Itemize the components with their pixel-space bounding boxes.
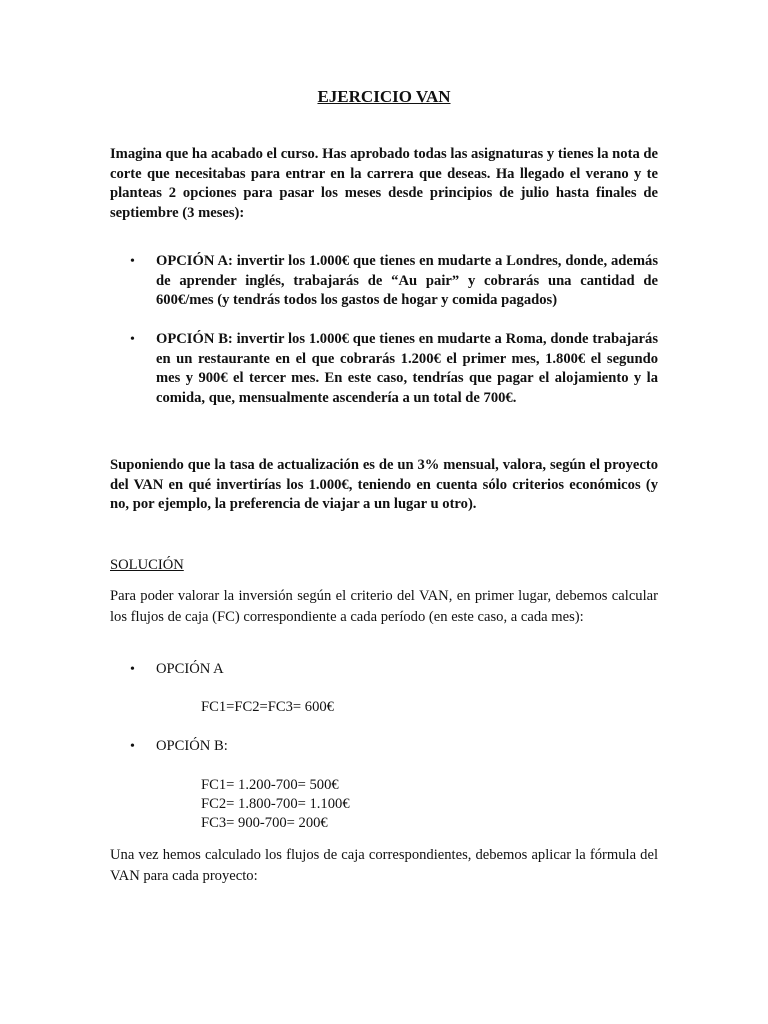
option-a-label: OPCIÓN A [156, 661, 224, 677]
bullet-icon: • [130, 254, 135, 269]
option-a-description: OPCIÓN A: invertir los 1.000€ que tienes en mudarte a Londres, donde, además de aprender inglés, trabajarás de “Au pair” y cobrarás una cantidad de 600€/mes (y tendrás todos los gastos de hogar y comida pagados) [156, 253, 658, 308]
intro-paragraph: Imagina que ha acabado el curso. Has aprobado todas las asignaturas y tienes la nota de corte que necesitabas para entrar en la carrera que deseas. Ha llegado el verano y te planteas 2 opciones para pasar los meses desde principios de julio hasta finales de septiembre (3 meses): [110, 146, 658, 221]
title-text: EJERCICIO VAN [317, 87, 451, 106]
option-b-label: OPCIÓN B: [156, 738, 228, 754]
bullet-icon: • [130, 662, 135, 677]
bullet-icon: • [130, 739, 135, 754]
bullet-icon: • [130, 332, 135, 347]
option-b-description: OPCIÓN B: invertir los 1.000€ que tienes en mudarte a Roma, donde trabajarás en un restaurante en el que cobrarás 1.200€ el primer mes, 1.800€ el segundo mes y 900€ el tercer mes. En este caso, tendrías que pagar el alojamiento y la comida, que, mensualmente ascendería a un total de 700€. [156, 331, 658, 406]
closing-paragraph: Una vez hemos calculado los flujos de caja correspondientes, debemos aplicar la fórmula del VAN para cada proyecto: [110, 847, 658, 885]
option-a-formula: FC1=FC2=FC3= 600€ [201, 699, 334, 715]
option-b-formula-1: FC1= 1.200-700= 500€ [201, 777, 339, 793]
solution-heading: SOLUCIÓN [110, 557, 184, 573]
document-title [0, 86, 768, 108]
option-b-formula-2: FC2= 1.800-700= 1.100€ [201, 796, 350, 812]
option-b-formula-3: FC3= 900-700= 200€ [201, 815, 328, 831]
question-paragraph: Suponiendo que la tasa de actualización es de un 3% mensual, valora, según el proyecto del VAN en qué invertirías los 1.000€, teniendo en cuenta sólo criterios económicos (y no, por ejemplo, la preferencia de viajar a un lugar u otro). [110, 457, 658, 512]
solution-intro: Para poder valorar la inversión según el criterio del VAN, en primer lugar, debemos calcular los flujos de caja (FC) correspondiente a cada período (en este caso, a cada mes): [110, 588, 658, 626]
